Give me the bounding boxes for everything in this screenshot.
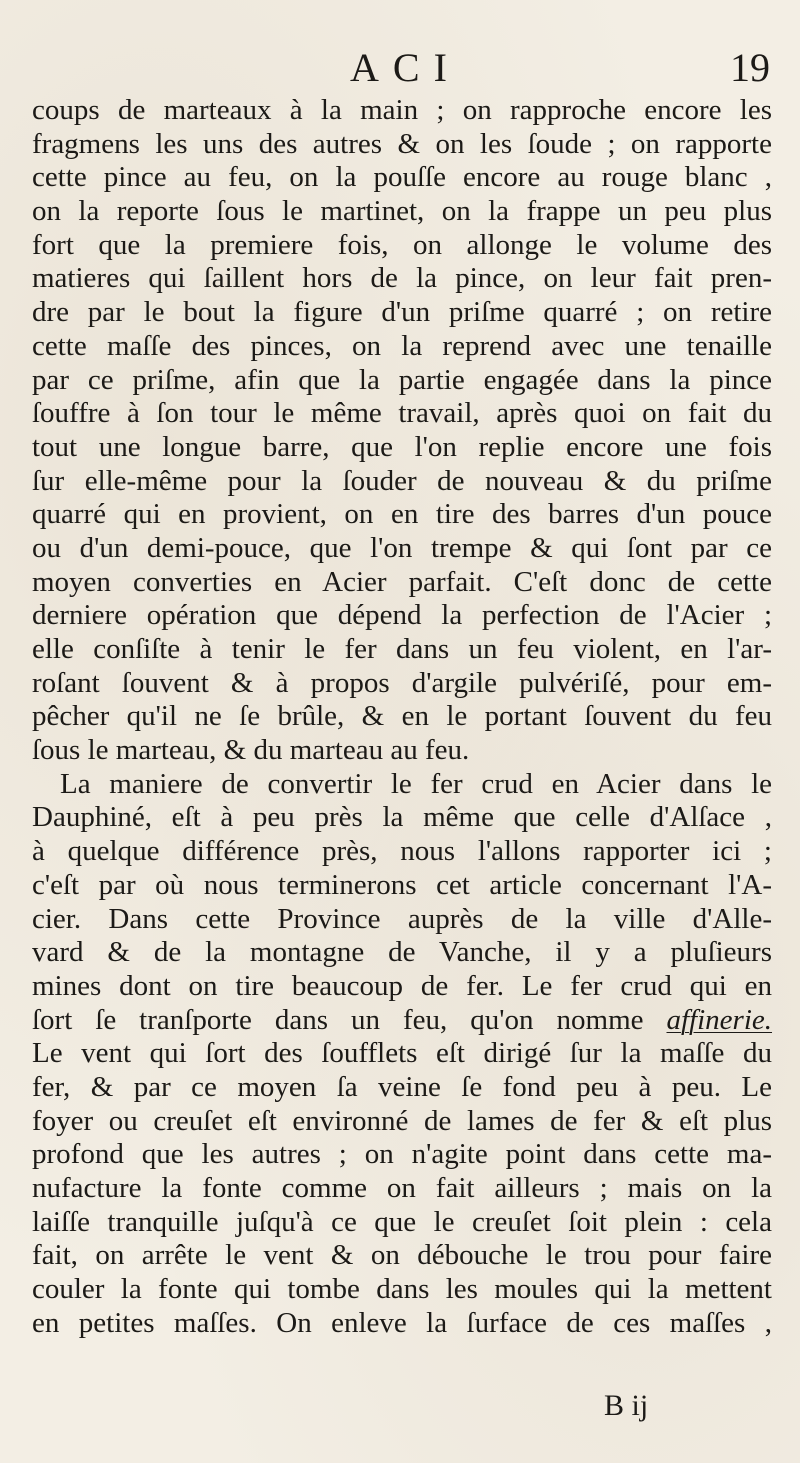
text-line: en petites maſſes. On enleve la ſurface de ces maſſes , (32, 1306, 772, 1339)
text-line: fragmens les uns des autres & on les ſoude ; on rapporte (32, 127, 772, 160)
signature-mark: B ij (604, 1389, 649, 1422)
body-text (32, 94, 772, 1340)
text-line: cette maſſe des pinces, on la reprend avec une tenaille (32, 329, 772, 362)
running-title: ACI (350, 45, 461, 90)
text-line: moyen converties en Acier parfait. C'eſt donc de cette (32, 565, 772, 598)
text-line: roſant ſouvent & à propos d'argile pulvériſé, pour em- (32, 666, 772, 699)
text-line: elle conſiſte à tenir le fer dans un feu violent, en l'ar- (32, 633, 772, 665)
text-line: c'eſt par où nous terminerons cet article concernant l'A- (32, 868, 772, 901)
text-line: quarré qui en provient, on en tire des barres d'un pouce (32, 498, 772, 531)
page-number: 19 (730, 45, 770, 90)
text-line: vard & de la montagne de Vanche, il y a pluſieurs (32, 936, 772, 969)
text-line: à quelque différence près, nous l'allons rapporter ici ; (32, 835, 772, 868)
text-line: derniere opération que dépend la perfection de l'Acier ; (32, 599, 772, 632)
text-line: cier. Dans cette Province auprès de la ville d'Alle- (32, 902, 772, 935)
text-line: mines dont on tire beaucoup de fer. Le fer crud qui en (32, 969, 772, 1002)
text-line: on la reporte ſous le martinet, on la frappe un peu plus (32, 195, 772, 228)
text-line: matieres qui ſaillent hors de la pince, on leur fait pren- (32, 262, 772, 295)
text-line: pêcher qu'il ne ſe brûle, & en le portant ſouvent du feu (32, 700, 772, 733)
text-line: fer, & par ce moyen ſa veine ſe fond peu à peu. Le (32, 1070, 772, 1103)
text-line: fait, on arrête le vent & on débouche le trou pour faire (32, 1239, 772, 1272)
text-line: laiſſe tranquille juſqu'à ce que le creuſet ſoit plein : cela (32, 1205, 772, 1238)
text-line: ou d'un demi-pouce, que l'on trempe & qui ſont par ce (32, 531, 772, 564)
text-line: Le vent qui ſort des ſoufflets eſt dirigé ſur la maſſe du (32, 1037, 772, 1070)
paragraph-end-line: ſous le marteau, & du marteau au feu. (32, 734, 470, 767)
text-line: tout une longue barre, que l'on replie encore une fois (32, 430, 772, 463)
text-line: nufacture la fonte comme on fait ailleurs ; mais on la (32, 1172, 772, 1204)
paragraph-start-line: La maniere de convertir le fer crud en Acier dans le (60, 767, 772, 800)
text-line-with-italic (32, 1004, 772, 1038)
text-line: fort que la premiere fois, on allonge le volume des (32, 228, 772, 261)
text-line: par ce priſme, afin que la partie engagée dans la pince (32, 363, 772, 396)
text-line: cette pince au feu, on la pouſſe encore au rouge blanc , (32, 161, 772, 194)
text-line: coups de marteaux à la main ; on rapproche encore les (32, 94, 772, 126)
running-head (0, 40, 800, 100)
text-segment: ſort ſe tranſporte dans un feu, qu'on nomme (32, 1003, 644, 1036)
text-line: ſouffre à ſon tour le même travail, après quoi on fait du (32, 397, 772, 430)
text-line: profond que les autres ; on n'agite point dans cette ma- (32, 1138, 772, 1171)
italic-term: affinerie. (666, 1003, 773, 1036)
text-line: dre par le bout la figure d'un priſme quarré ; on retire (32, 296, 772, 329)
text-line: Dauphiné, eſt à peu près la même que celle d'Alſace , (32, 801, 772, 834)
text-line: couler la fonte qui tombe dans les moules qui la mettent (32, 1273, 772, 1306)
text-line: ſur elle-même pour la ſouder de nouveau & du priſme (32, 464, 772, 497)
text-line: foyer ou creuſet eſt environné de lames de fer & eſt plus (32, 1104, 772, 1137)
